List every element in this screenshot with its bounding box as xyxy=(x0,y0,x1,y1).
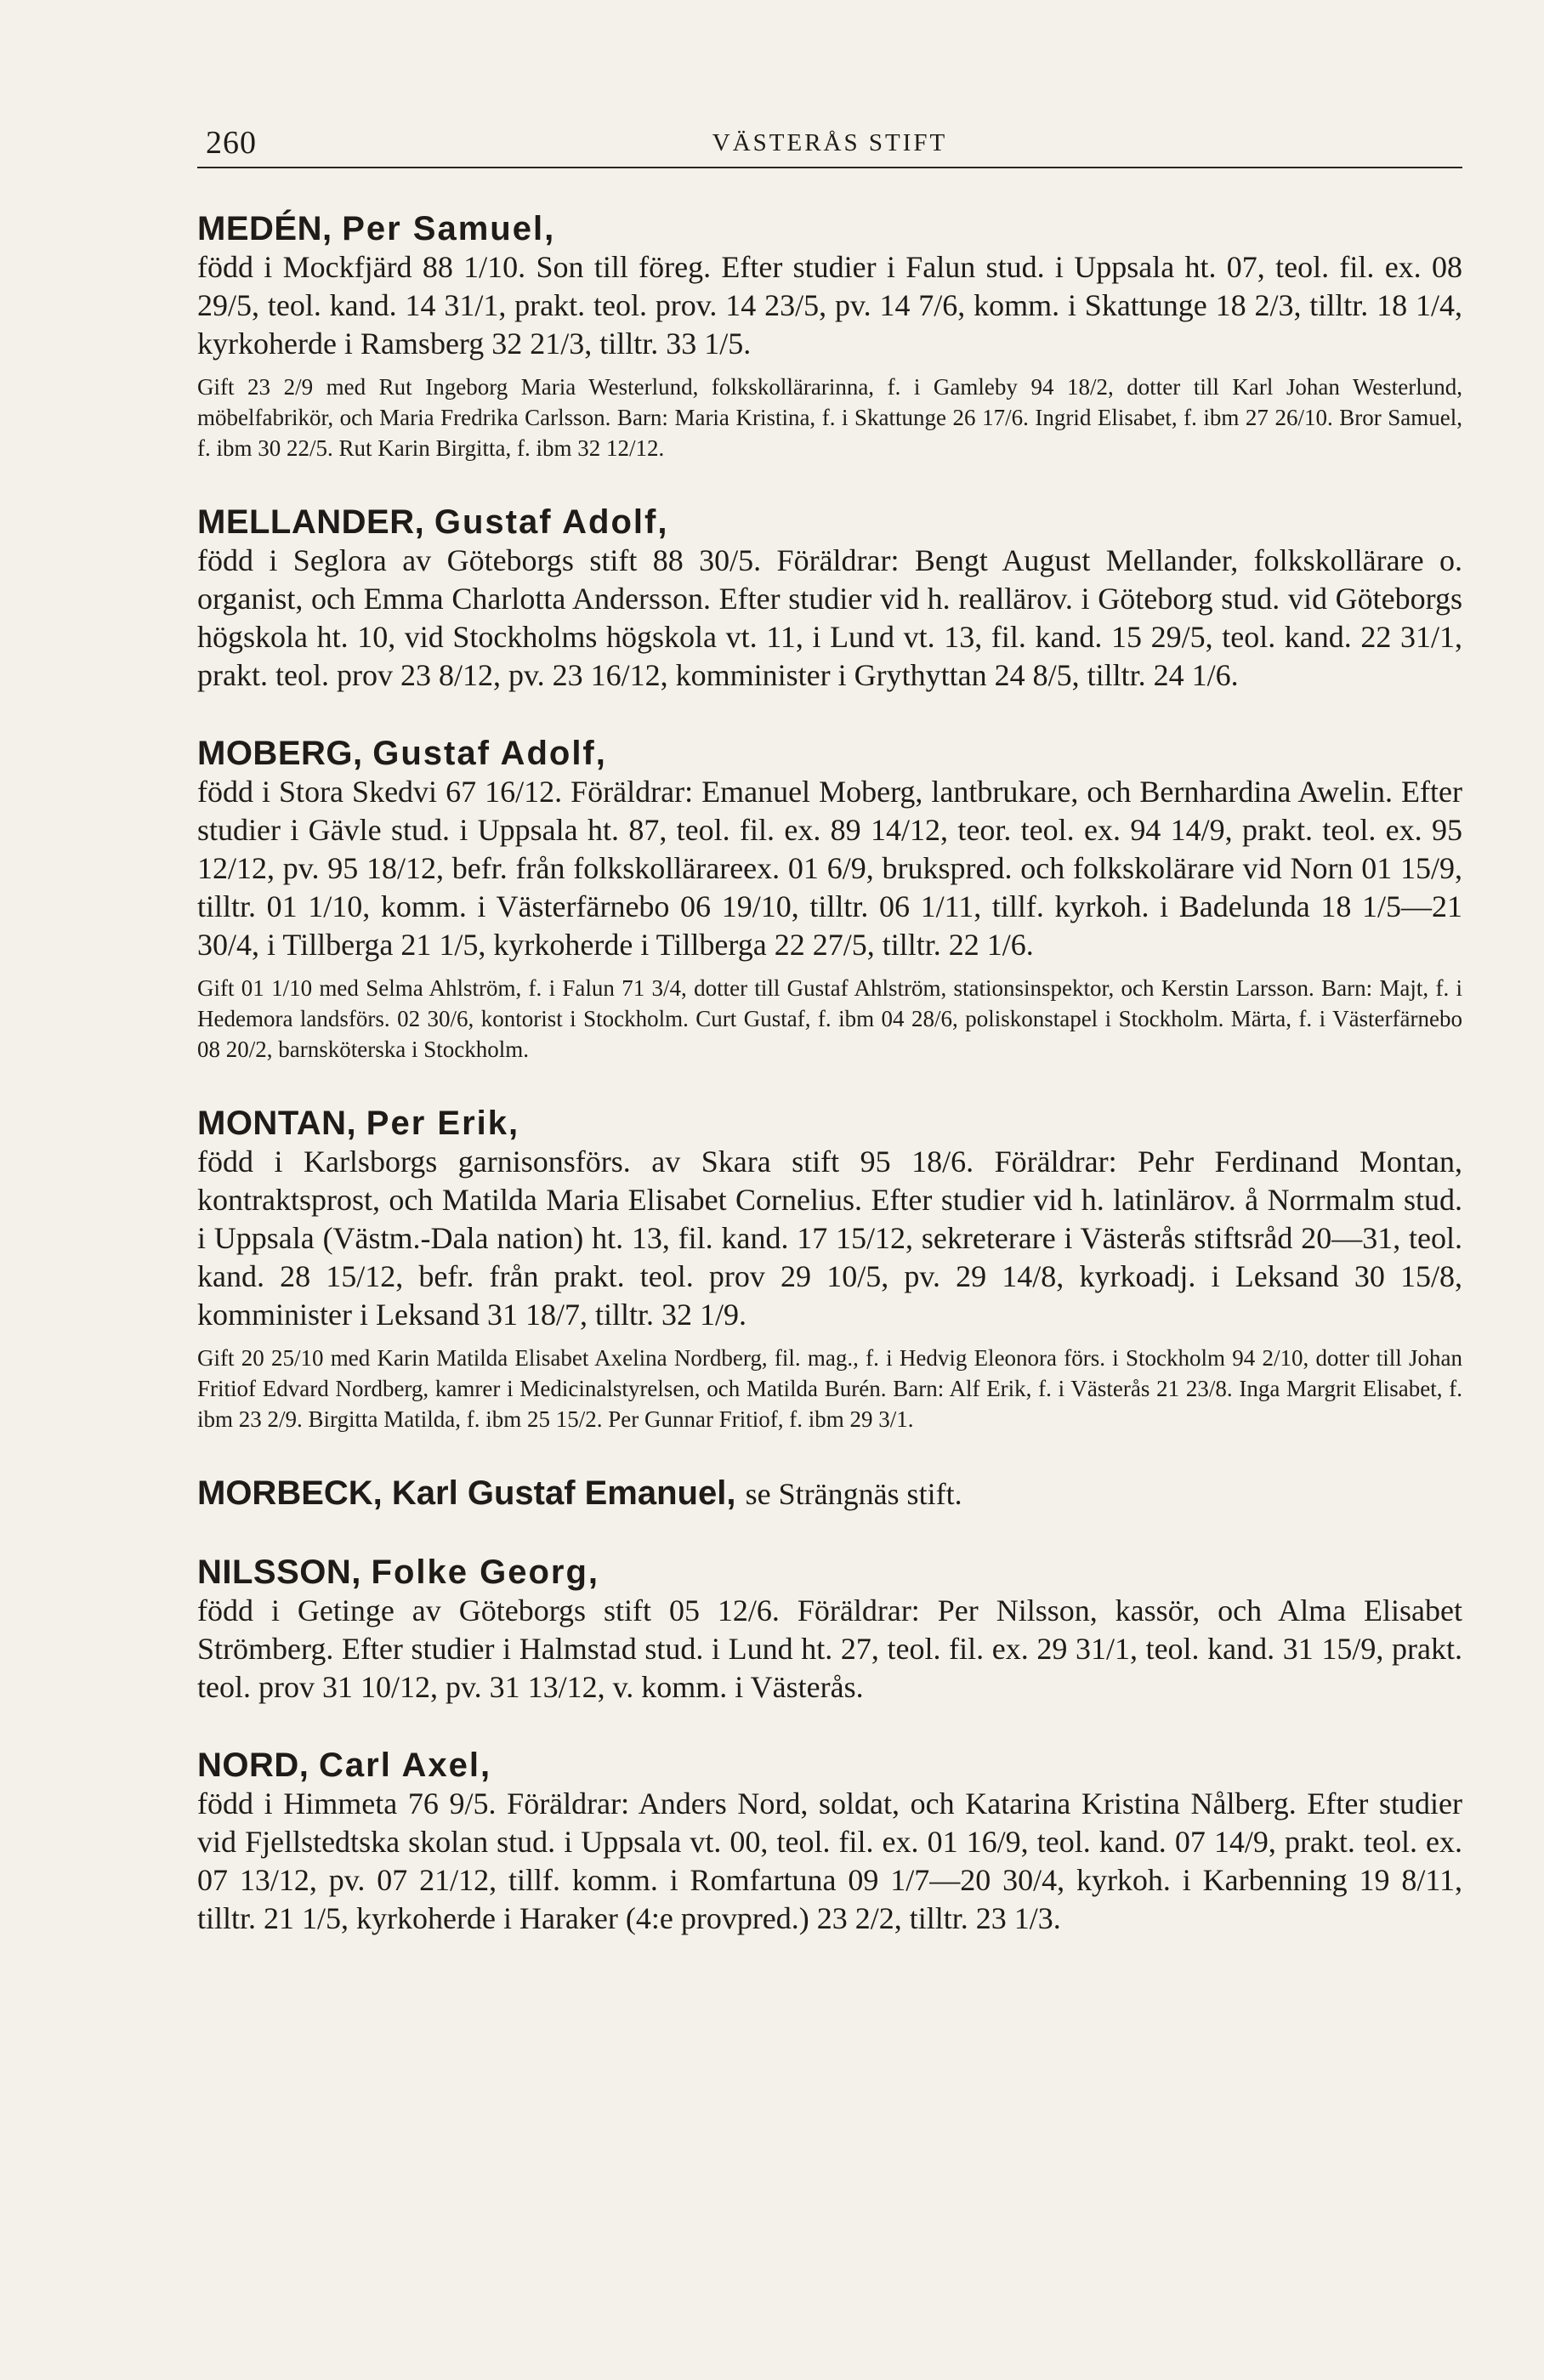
entry-surname: MOBERG, xyxy=(197,735,363,772)
biography-entry xyxy=(197,1746,1462,1938)
entry-surname: NILSSON, xyxy=(197,1554,361,1591)
biography-entry xyxy=(197,209,1462,463)
entry-given-name: Gustaf Adolf, xyxy=(434,503,669,541)
entry-name xyxy=(197,734,1462,773)
entry-name xyxy=(197,1104,1462,1143)
entry-family: Gift 20 25/10 med Karin Matilda Elisabet Axelina Nordberg, fil. mag., f. i Hedvig Eleonora förs. i Stockholm 94 2/10, dotter till Johan Fritiof Edvard Nordberg, kamrer i Medicinalstyrelsen, och Matilda Burén. Barn: Alf Erik, f. i Västerås 21 23/8. Inga Margrit Elisabet, f. ibm 23 2/9. Birgitta Matilda, f. ibm 25 15/2. Per Gunnar Fritiof, f. ibm 29 3/1. xyxy=(197,1345,1462,1432)
page-header xyxy=(197,119,1462,168)
entry-name xyxy=(197,1746,1462,1785)
biography-entry xyxy=(197,1474,1462,1514)
entry-given-name: Per Samuel, xyxy=(342,210,556,247)
entry-given-name: Karl Gustaf Emanuel, xyxy=(391,1474,736,1512)
biography-entry xyxy=(197,1104,1462,1434)
entry-surname: MELLANDER, xyxy=(197,503,425,541)
biography-entry xyxy=(197,503,1462,695)
entry-family: Gift 23 2/9 med Rut Ingeborg Maria Westerlund, folkskollärarinna, f. i Gamleby 94 18/2, dotter till Karl Johan Westerlund, möbelfabrikör, och Maria Fredrika Carlsson. Barn: Maria Kristina, f. i Skattunge 26 17/6. Ingrid Elisabet, f. ibm 27 26/10. Bror Samuel, f. ibm 30 22/5. Rut Karin Birgitta, f. ibm 32 12/12. xyxy=(197,374,1462,461)
entry-given-name: Per Erik, xyxy=(366,1105,520,1142)
running-title: VÄSTERÅS STIFT xyxy=(712,129,948,156)
entry-given-name: Gustaf Adolf, xyxy=(372,735,607,772)
entry-given-name: Folke Georg, xyxy=(371,1554,600,1591)
entry-biography: född i Stora Skedvi 67 16/12. Föräldrar: Emanuel Moberg, lantbrukare, och Bernhardina Awelin. Efter studier i Gävle stud. i Uppsala ht. 87, teol. fil. ex. 89 14/12, teor. teol. ex. 94 14/9, prakt. teol. ex. 95 12/12, pv. 95 18/12, befr. från folkskollärareex. 01 6/9, brukspred. och folkskolärare vid Norn 01 15/9, tilltr. 01 1/10, komm. i Västerfärnebo 06 19/10, tilltr. 06 1/11, tillf. kyrkoh. i Badelunda 18 1/5—21 30/4, i Tillberga 21 1/5, kyrkoherde i Tillberga 22 27/5, tilltr. 22 1/6. xyxy=(197,775,1462,962)
page xyxy=(197,119,1462,1977)
entry-biography: född i Seglora av Göteborgs stift 88 30/5. Föräldrar: Bengt August Mellander, folkskollärare o. organist, och Emma Charlotta Andersson. Efter studier vid h. reallärov. i Göteborg stud. vid Göteborgs högskola ht. 10, vid Stockholms högskola vt. 11, i Lund vt. 13, fil. kand. 15 29/5, teol. kand. 22 31/1, prakt. teol. prov 23 8/12, pv. 23 16/12, komminister i Grythyttan 24 8/5, tilltr. 24 1/6. xyxy=(197,543,1462,692)
page-number: 260 xyxy=(206,125,257,161)
cross-reference: se Strängnäs stift. xyxy=(745,1477,962,1511)
entry-biography: född i Mockfjärd 88 1/10. Son till föreg. Efter studier i Falun stud. i Uppsala ht. 07, teol. fil. ex. 08 29/5, teol. kand. 14 31/1, prakt. teol. prov. 14 23/5, pv. 14 7/6, komm. i Skattunge 18 2/3, tilltr. 18 1/4, kyrkoherde i Ramsberg 32 21/3, tilltr. 33 1/5. xyxy=(197,250,1462,361)
biography-entry xyxy=(197,1553,1462,1707)
entry-biography: född i Himmeta 76 9/5. Föräldrar: Anders Nord, soldat, och Katarina Kristina Nålberg. Efter studier vid Fjellstedtska skolan stud. i Uppsala vt. 00, teol. fil. ex. 01 16/9, teol. kand. 07 14/9, prakt. teol. ex. 07 13/12, pv. 07 21/12, tillf. komm. i Romfartuna 09 1/7—20 30/4, kyrkoh. i Karbenning 19 8/11, tilltr. 21 1/5, kyrkoherde i Haraker (4:e provpred.) 23 2/2, tilltr. 23 1/3. xyxy=(197,1786,1462,1935)
entry-name xyxy=(197,503,1462,542)
entry-surname: MONTAN, xyxy=(197,1105,357,1142)
biography-entry xyxy=(197,734,1462,1065)
entry-name xyxy=(197,209,1462,248)
entry-biography: född i Getinge av Göteborgs stift 05 12/6. Föräldrar: Per Nilsson, kassör, och Alma Elisabet Strömberg. Efter studier i Halmstad stud. i Lund ht. 27, teol. fil. ex. 29 31/1, teol. kand. 31 15/9, prakt. teol. prov 31 10/12, pv. 31 13/12, v. komm. i Västerås. xyxy=(197,1593,1462,1704)
entry-family: Gift 01 1/10 med Selma Ahlström, f. i Falun 71 3/4, dotter till Gustaf Ahlström, stationsinspektor, och Kerstin Larsson. Barn: Majt, f. i Hedemora landsförs. 02 30/6, kontorist i Stockholm. Curt Gustaf, f. ibm 04 28/6, poliskonstapel i Stockholm. Märta, f. i Västerfärnebo 08 20/2, barnsköterska i Stockholm. xyxy=(197,975,1462,1062)
entry-biography: född i Karlsborgs garnisonsförs. av Skara stift 95 18/6. Föräldrar: Pehr Ferdinand Montan, kontraktsprost, och Matilda Maria Elisabet Cornelius. Efter studier vid h. latinlärov. å Norrmalm stud. i Uppsala (Västm.-Dala nation) ht. 13, fil. kand. 17 15/12, sekreterare i Västerås stiftsråd 20—31, teol. kand. 28 15/12, befr. från prakt. teol. prov 29 10/5, pv. 29 14/8, kyrkoadj. i Leksand 30 15/8, komminister i Leksand 31 18/7, tilltr. 32 1/9. xyxy=(197,1145,1462,1332)
entry-given-name: Carl Axel, xyxy=(319,1747,492,1784)
entry-name xyxy=(197,1553,1462,1592)
entry-surname: NORD, xyxy=(197,1747,309,1784)
entry-name xyxy=(197,1474,1462,1514)
entry-surname: MEDÉN, xyxy=(197,210,332,247)
entry-surname: MORBECK, xyxy=(197,1474,383,1512)
